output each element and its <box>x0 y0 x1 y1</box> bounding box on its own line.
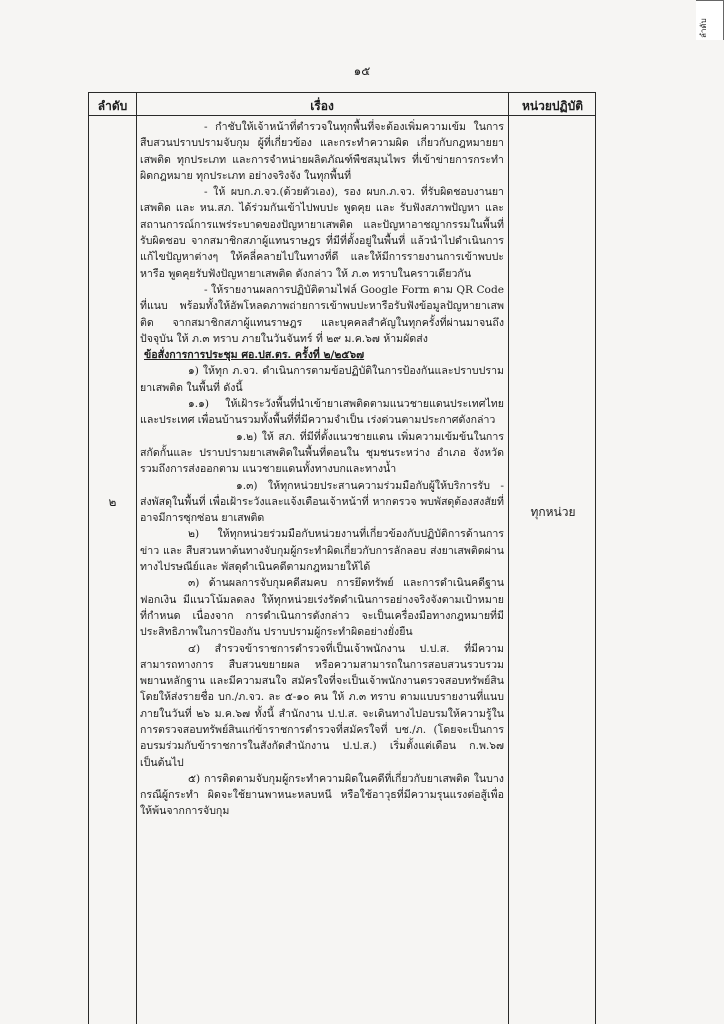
page-number: ๑๕ <box>353 64 371 78</box>
row-number: ๒ <box>108 495 117 509</box>
subject-paragraph: ๔) สำรวจข้าราชการตำรวจที่เป็นเจ้าพนักงาน ป.ป.ส. ที่มีความสามารถทางการ สืบสวนขยายผล หรือความสามารถในการสอบสวนรวบรวมพยานหลักฐาน และมีความสนใจ สมัครใจที่จะเป็นเจ้าพนักงานตรวจสอบทรัพย์สิน โดยให้ส่งรายชื่อ บก./ภ.จว. ละ ๕-๑๐ คน ให้ ภ.๓ ทราบ ตามแบบรายงานที่แนบ ภายในวันที่ ๒๖ ม.ค.๖๗ ทั้งนี้ สำนักงาน ป.ป.ส. จะเดินทางไปอบรมให้ความรู้ในการตรวจสอบทรัพย์สินแก่ข้าราชการตำรวจที่สมัครใจที่ บช./ภ. (โดยจะเป็นการอบรมร่วมกับข้าราชการในสังกัดสำนักงาน ป.ป.ส.) เริ่มตั้งแต่เดือน ก.พ.๖๗ เป็นต้นไป <box>140 642 504 769</box>
subject-paragraph: ๑.๓) ให้ทุกหน่วยประสานความร่วมมือกับผู้ให้บริการรับ - ส่งพัสดุในพื้นที่ เพื่อเฝ้าระวังและแจ้งเตือนเจ้าหน้าที่ หากตรวจ พบพัสดุต้องสงสัยที่อาจมีการซุกซ่อน ยาเสพติด <box>140 479 504 525</box>
header-order: ลำดับ <box>97 99 128 113</box>
header-subject: เรื่อง <box>310 99 334 113</box>
subject-paragraph: ๑) ให้ทุก ภ.จว. ดำเนินการตามข้อปฏิบัติในการป้องกันและปราบปรามยาเสพติด ในพื้นที่ ดังนี้ <box>140 365 504 394</box>
subject-paragraph: - ให้รายงานผลการปฏิบัติตามไฟล์ Google Form ตาม QR Code ที่แนบ พร้อมทั้งให้อัพโหลดภาพถ่ายการเข้าพบปะหารือรับฟังข้อมูลปัญหายาเสพติด จากสมาชิกสภาผู้แทนราษฎร และบุคคลสำคัญในทุกครั้งที่ผ่านมาจนถึงปัจจุบัน ให้ ภ.๓ ทราบ ภายในวันจันทร์ ที่ ๒๙ ม.ค.๖๗ ห้ามผัดส่ง <box>140 283 504 345</box>
subject-paragraph: ๕) การติดตามจับกุมผู้กระทำความผิดในคดีที่เกี่ยวกับยาเสพติด ในบางกรณีผู้กระทำ ผิดจะใช้ยานพาหนะหลบหนี หรือใช้อาวุธที่มีความรุนแรงต่อสู้เพื่อให้พ้นจากการจับกุม <box>140 772 504 818</box>
responsible-unit: ทุกหน่วย <box>530 505 576 519</box>
subject-paragraph: - ให้ ผบก.ภ.จว.(ด้วยตัวเอง), รอง ผบก.ภ.จว. ที่รับผิดชอบงานยาเสพติด และ หน.สภ. ได้ร่วมกันเข้าไปพบปะ พูดคุย และ รับฟังสภาพปัญหา และสถานการณ์การแพร่ระบาดของปัญหายาเสพติด และปัญหาอาชญากรรมในพื้นที่รับผิดชอบ จากสมาชิกสภาผู้แทนราษฎร ที่มีที่ตั้งอยู่ในพื้นที่ แล้วนำไปดำเนินการแก้ไขปัญหาต่างๆ ให้คลี่คลายไปในทางที่ดี และให้มีการรายงานการเข้าพบปะหารือ พูดคุยรับฟังปัญหายาเสพติด ดังกล่าว ให้ ภ.๓ ทราบในคราวเดียวกัน <box>140 186 504 280</box>
table-header <box>89 93 595 116</box>
subject-paragraph: ๓) ด้านผลการจับกุมคดีสมคบ การยึดทรัพย์ และการดำเนินคดีฐานฟอกเงิน มีแนวโน้มลดลง ให้ทุกหน่วยเร่งรัดดำเนินการอย่างจริงจังตามเป้าหมายที่กำหนด เนื่องจาก การดำเนินการดังกล่าว จะเป็นเครื่องมือทางกฎหมายที่มีประสิทธิภาพในการป้องกัน ปราบปรามผู้กระทำผิดอย่างยั่งยืน <box>140 577 504 639</box>
meeting-heading: ข้อสั่งการการประชุม ศอ.ปส.ตร. ครั้งที่ ๒/๒๕๖๗ <box>144 349 365 362</box>
corner-tab-label: ลำดับ <box>699 18 708 38</box>
corner-tab <box>696 0 724 40</box>
subject-paragraph: ๑.๑) ให้เฝ้าระวังพื้นที่นำเข้ายาเสพติดตามแนวชายแดนประเทศไทยและประเทศ เพื่อนบ้านรวมทั้งพื้นที่ที่มีความจำเป็น เร่งด่วนตามประกาศดังกล่าว <box>140 398 504 427</box>
subject-paragraph: ๑.๒) ให้ สภ. ที่มีที่ตั้งแนวชายแดน เพิ่มความเข้มข้นในการสกัดกั้นและ ปราบปรามยาเสพติดในพื้นที่ตอนใน ชุมชนระหว่าง อำเภอ จังหวัด รวมถึงการส่งออกตาม แนวชายแดนทั้งทางบกและทางน้ำ <box>140 430 504 476</box>
column-divider <box>508 93 509 1024</box>
subject-content <box>140 119 504 820</box>
subject-paragraph: ๒) ให้ทุกหน่วยร่วมมือกับหน่วยงานที่เกี่ยวข้องกับปฏิบัติการด้านการข่าว และ สืบสวนหาต้นทางจับกุมผู้กระทำผิดเกี่ยวกับการลักลอบ ส่งยาเสพติดผ่านทางไปรษณีย์และ พัสดุดำเนินคดีตามกฎหมายให้ได้ <box>140 528 504 574</box>
column-divider <box>136 93 137 1024</box>
document-table <box>88 92 596 1024</box>
header-unit: หน่วยปฏิบัติ <box>522 99 583 113</box>
subject-paragraph: - กำชับให้เจ้าหน้าที่ตำรวจในทุกพื้นที่จะต้องเพิ่มความเข้ม ในการสืบสวนปราบปรามจับกุม ผู้ที่เกี่ยวข้อง และกระทำความผิด เกี่ยวกับกฎหมายยาเสพติด ทุกประเภท และการจำหน่ายผลิตภัณฑ์พืชสมุนไพร ที่เข้าข่ายการกระทำผิดกฎหมาย ทุกประเภท อย่างจริงจัง ในทุกพื้นที่ <box>140 121 504 182</box>
